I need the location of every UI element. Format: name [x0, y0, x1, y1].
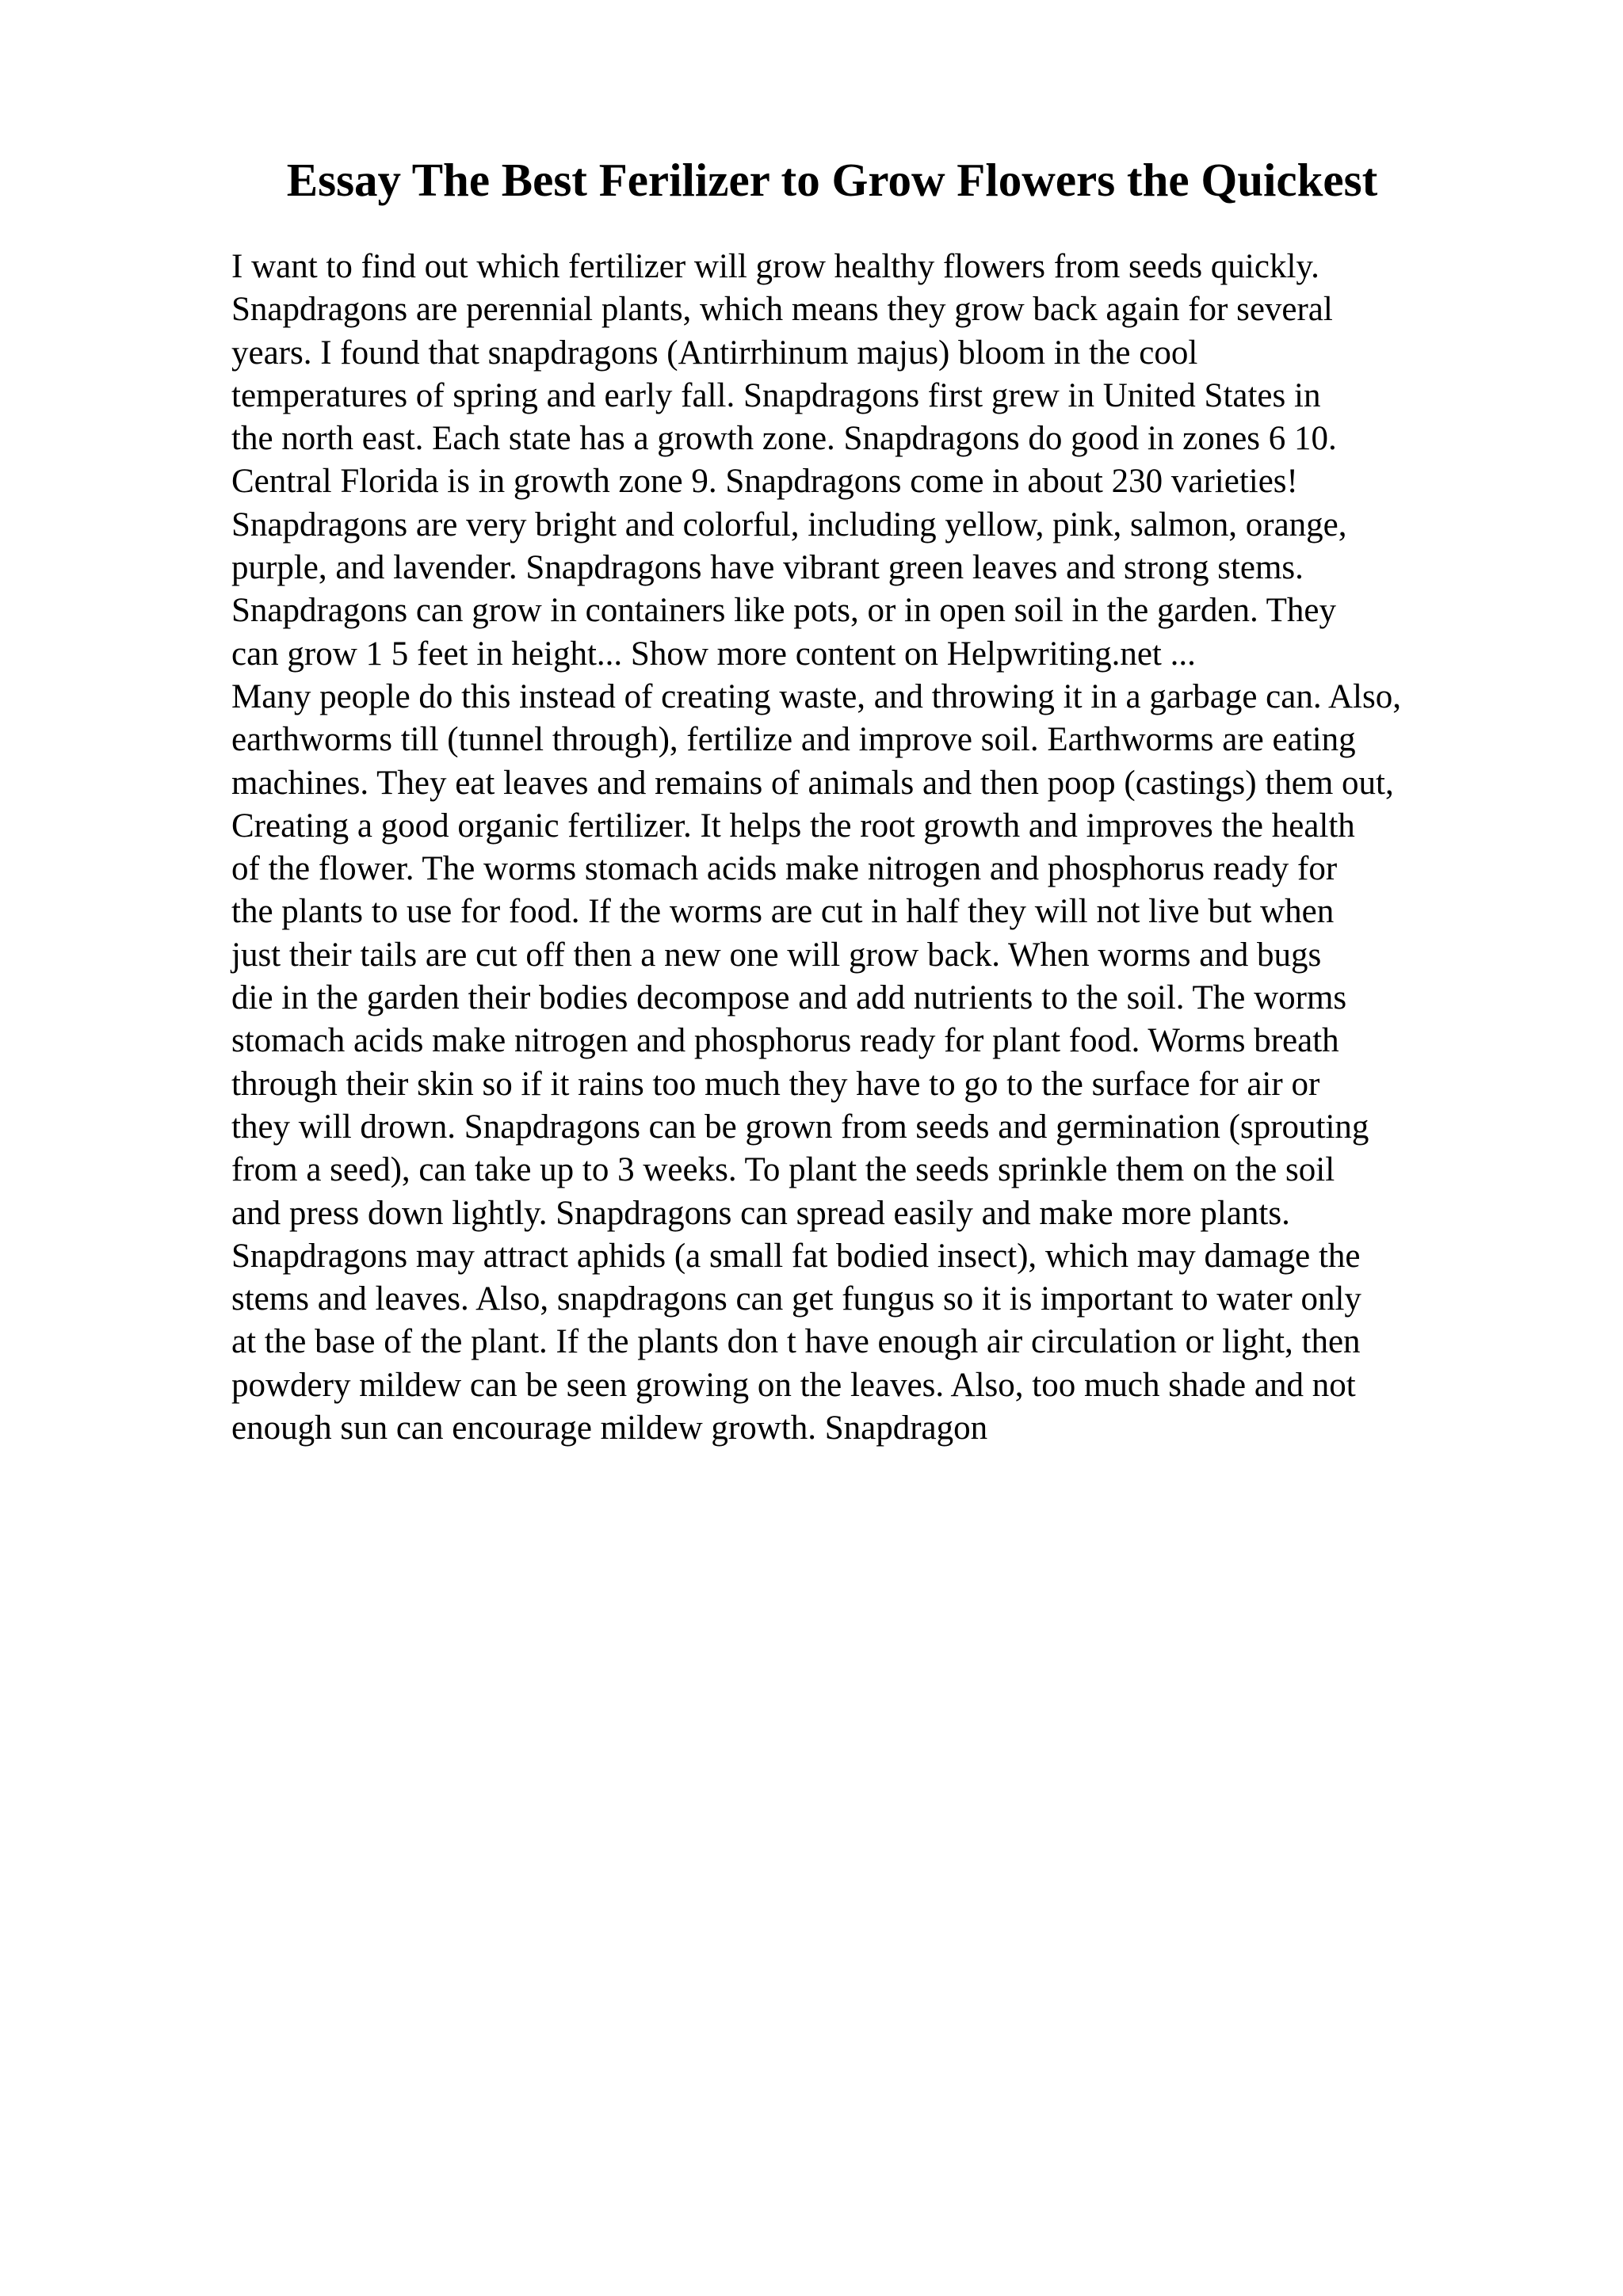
body-line: Snapdragons are very bright and colorful, including yellow, pink, salmon, orange,	[231, 505, 1347, 543]
body-line: Central Florida is in growth zone 9. Snapdragons come in about 230 varieties!	[231, 463, 1298, 501]
body-line: die in the garden their bodies decompose and add nutrients to the soil. The worms	[231, 979, 1347, 1017]
body-line: machines. They eat leaves and remains of animals and then poop (castings) them out,	[231, 764, 1394, 802]
body-line: Snapdragons are perennial plants, which means they grow back again for several	[231, 291, 1333, 329]
body-line: from a seed), can take up to 3 weeks. To plant the seeds sprinkle them on the soil	[231, 1151, 1335, 1189]
body-line: enough sun can encourage mildew growth. Snapdragon	[231, 1409, 988, 1447]
body-line: stomach acids make nitrogen and phosphorus ready for plant food. Worms breath	[231, 1022, 1339, 1060]
body-line: purple, and lavender. Snapdragons have vibrant green leaves and strong stems.	[231, 549, 1304, 587]
body-line: powdery mildew can be seen growing on the leaves. Also, too much shade and not	[231, 1366, 1356, 1404]
body-line: Snapdragons may attract aphids (a small fat bodied insect), which may damage the	[231, 1237, 1361, 1275]
body-line: temperatures of spring and early fall. Snapdragons first grew in United States in	[231, 376, 1321, 414]
body-line: through their skin so if it rains too much they have to go to the surface for air or	[231, 1065, 1320, 1103]
body-line: years. I found that snapdragons (Antirrhinum majus) bloom in the cool	[231, 334, 1198, 372]
body-line: stems and leaves. Also, snapdragons can get fungus so it is important to water only	[231, 1280, 1361, 1318]
body-line: Many people do this instead of creating waste, and throwing it in a garbage can. Also,	[231, 677, 1401, 715]
body-line: the plants to use for food. If the worms are cut in half they will not live but when	[231, 893, 1335, 931]
body-line: Snapdragons can grow in containers like pots, or in open soil in the garden. They	[231, 592, 1337, 630]
body-line: of the flower. The worms stomach acids make nitrogen and phosphorus ready for	[231, 850, 1338, 888]
body-line: at the base of the plant. If the plants don t have enough air circulation or light, then	[231, 1323, 1361, 1361]
body-line: can grow 1 5 feet in height... Show more content on Helpwriting.net ...	[231, 635, 1196, 673]
body-line: Creating a good organic fertilizer. It helps the root growth and improves the health	[231, 807, 1355, 845]
body-line: earthworms till (tunnel through), fertilize and improve soil. Earthworms are eating	[231, 721, 1356, 759]
document-body	[231, 246, 1515, 1450]
body-line: they will drown. Snapdragons can be grown from seeds and germination (sprouting	[231, 1108, 1369, 1146]
body-line: the north east. Each state has a growth zone. Snapdragons do good in zones 6 10.	[231, 420, 1337, 458]
body-line: I want to find out which fertilizer will grow healthy flowers from seeds quickly.	[231, 248, 1319, 285]
body-line: just their tails are cut off then a new one will grow back. When worms and bugs	[231, 936, 1322, 974]
body-line: and press down lightly. Snapdragons can spread easily and make more plants.	[231, 1194, 1290, 1232]
document-title: Essay The Best Ferilizer to Grow Flowers the Quickest	[286, 154, 1378, 206]
